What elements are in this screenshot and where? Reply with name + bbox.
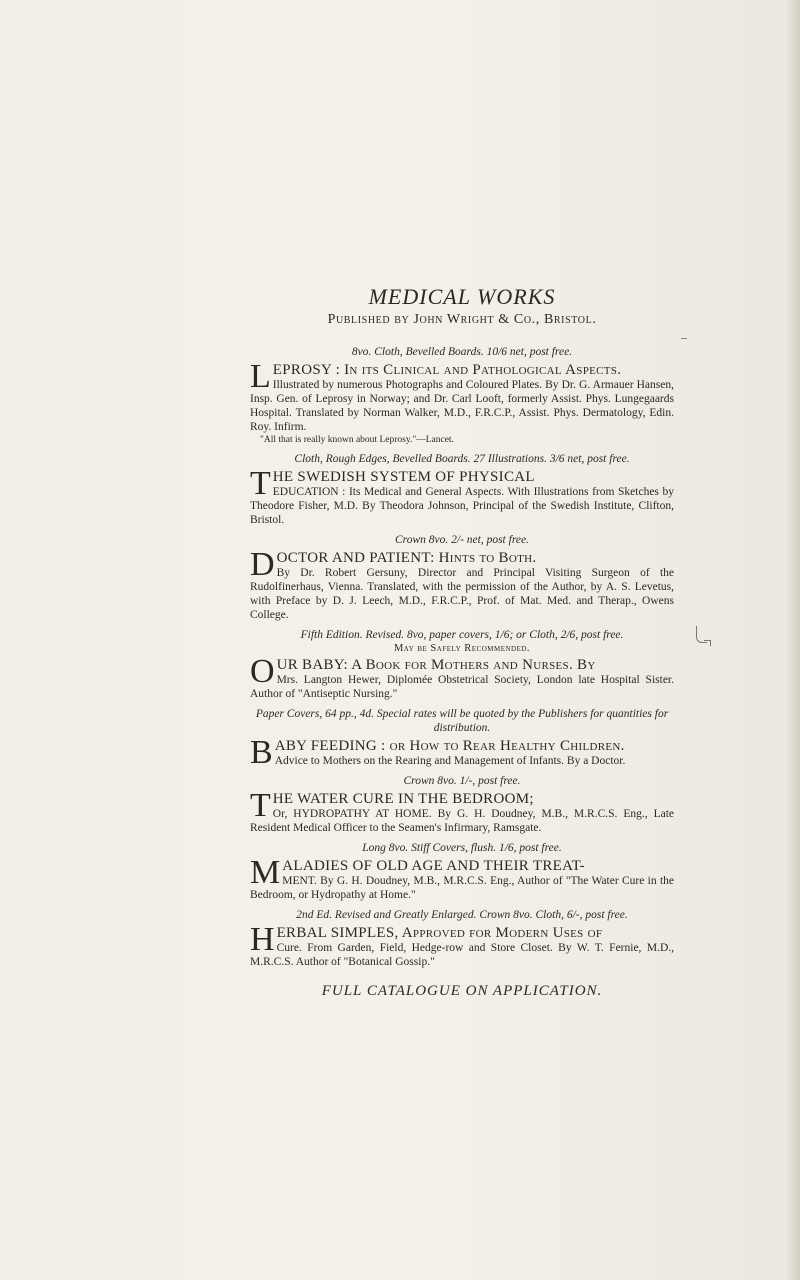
book-title	[250, 362, 674, 378]
book-entry	[250, 452, 674, 527]
book-description: Mrs. Langton Hewer, Diplomée Obstetrical Society, London late Hospital Sister. Author of "Antiseptic Nursing."	[250, 674, 674, 700]
margin-pencil-mark-tail	[704, 640, 711, 646]
book-format: Crown 8vo. 1/-, post free.	[403, 775, 521, 787]
book-entry	[250, 707, 674, 771]
book-entry	[250, 774, 674, 835]
book-description: Cure. From Garden, Field, Hedge-row and Store Closet. By W. T. Fernie, M.D., M.R.C.S. Author of "Botanical Gossip."	[250, 942, 674, 968]
book-format: 2nd Ed. Revised and Greatly Enlarged. Crown 8vo. Cloth, 6/-, post free.	[296, 909, 628, 921]
book-entry	[250, 628, 674, 701]
margin-rule-mark	[681, 338, 687, 339]
page-title: MEDICAL WORKS	[368, 284, 556, 309]
drop-cap: O	[250, 653, 275, 690]
book-description: Or, HYDROPATHY AT HOME. By G. H. Doudney, M.B., M.R.C.S. Eng., Late Resident Medical Officer to the Seamen's Infirmary, Ramsgate.	[250, 808, 674, 834]
book-title-text: HE WATER CURE IN THE BEDROOM;	[272, 791, 534, 807]
drop-cap: D	[250, 546, 275, 583]
book-description: Advice to Mothers on the Rearing and Management of Infants. By a Doctor.	[274, 755, 626, 767]
book-title-text: ALADIES OF OLD AGE AND THEIR TREAT-	[282, 858, 585, 874]
catalogue-footer: FULL CATALOGUE ON APPLICATION.	[321, 983, 603, 999]
book-entry	[250, 841, 674, 902]
book-title	[250, 738, 674, 754]
book-title	[250, 657, 674, 673]
book-title-text: ERBAL SIMPLES, Approved for Modern Uses of	[276, 925, 603, 941]
book-description: EDUCATION : Its Medical and General Aspects. With Illustrations from Sketches by Theodore Fisher, M.D. By Theodora Johnson, Principal of the Swedish Institute, Clifton, Bristol.	[250, 486, 674, 526]
drop-cap: L	[250, 358, 271, 395]
book-entry	[250, 533, 674, 622]
book-title	[250, 791, 674, 807]
book-title-text: OCTOR AND PATIENT: Hints to Both.	[276, 550, 537, 566]
book-description: Illustrated by numerous Photographs and Coloured Plates. By Dr. G. Armauer Hansen, Insp. Gen. of Leprosy in Norway; and Dr. Carl Looft, formerly Assist. Phys. Lungegaards Hospital. Translated by Norman Walker, M.D., F.R.C.P., Assist. Phys. Dermatology, Edin. Roy. Infirm.	[250, 379, 674, 433]
book-description: MENT. By G. H. Doudney, M.B., M.R.C.S. Eng., Author of "The Water Cure in the Bedroom, or Hydropathy at Home."	[250, 875, 674, 901]
book-title-text: ABY FEEDING : or How to Rear Healthy Children.	[274, 738, 625, 754]
book-description: By Dr. Robert Gersuny, Director and Principal Visiting Surgeon of the Rudolfinerhaus, Vienna. Translated, with the permission of the Author, by A. S. Levetus, with Preface by D. J. Leech, M.D., F.R.C.P., Prof. of Mat. Med. and Therap., Owens College.	[250, 567, 674, 621]
book-format: Long 8vo. Stiff Covers, flush. 1/6, post free.	[362, 842, 562, 854]
drop-cap: M	[250, 854, 281, 891]
book-title	[250, 550, 674, 566]
book-entry	[250, 908, 674, 969]
book-title	[250, 858, 674, 874]
book-format: Crown 8vo. 2/- net, post free.	[395, 534, 529, 546]
page-edge-shadow	[786, 0, 800, 1280]
book-format: Cloth, Rough Edges, Bevelled Boards. 27 Illustrations. 3/6 net, post free.	[294, 453, 630, 465]
book-title	[250, 925, 674, 941]
book-title-text: EPROSY : In its Clinical and Pathological Aspects.	[272, 362, 622, 378]
catalogue-content	[250, 284, 674, 1000]
book-title-text: HE SWEDISH SYSTEM OF PHYSICAL	[272, 469, 535, 485]
book-title-text: UR BABY: A Book for Mothers and Nurses. By	[276, 657, 596, 673]
drop-cap: B	[250, 734, 273, 771]
publisher-line: Published by John Wright & Co., Bristol.	[327, 312, 597, 327]
book-format: Fifth Edition. Revised. 8vo, paper covers, 1/6; or Cloth, 2/6, post free.	[300, 629, 624, 641]
book-format: Paper Covers, 64 pp., 4d. Special rates will be quoted by the Publishers for quantities for distribution.	[255, 708, 669, 734]
drop-cap: H	[250, 921, 275, 958]
book-entry	[250, 345, 674, 446]
book-title	[250, 469, 674, 485]
drop-cap: T	[250, 787, 271, 824]
book-review-quote: "All that is really known about Leprosy."—Lancet.	[260, 435, 454, 445]
book-recommendation: May be Safely Recommended.	[393, 643, 531, 654]
drop-cap: T	[250, 465, 271, 502]
book-format: 8vo. Cloth, Bevelled Boards. 10/6 net, post free.	[351, 346, 573, 358]
